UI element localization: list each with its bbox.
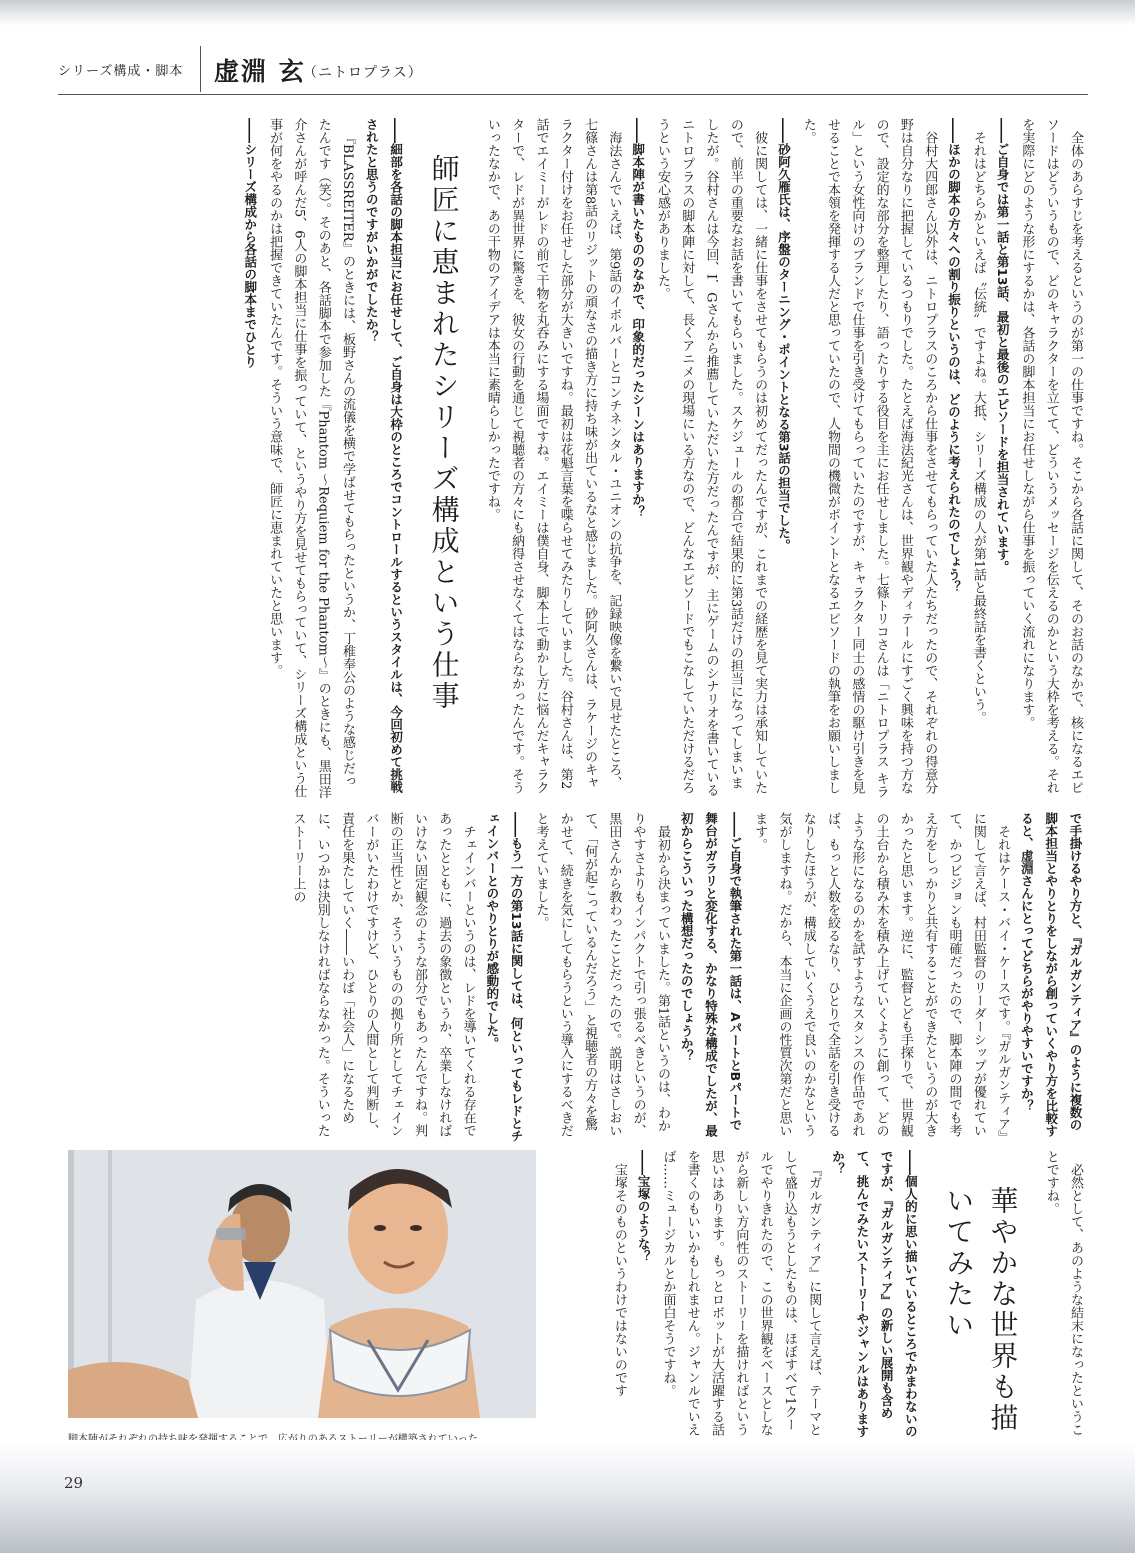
- page-number: 29: [64, 1474, 84, 1492]
- interview-question: ――細部を各話の脚本担当にお任せして、ご自身は大枠のところでコントロールするというスタイルは、今回初めて挑戦されたと思うのですがいかがでしたか？: [364, 118, 404, 793]
- interview-question: ――個人的に思い描いているところでかまわないのですが、『ガルガンティア』の新しい展開も含めて、挑んでみたいストーリーやジャンルはありますか？: [830, 1150, 919, 1438]
- interview-answer: 谷村大四郎さん以外は、ニトロプラスのころから仕事をさせてもらっていた人たちだったので、それぞれの得意分野は自分なりに把握しているつもりでした。たとえば海法紀光さんは、世界観やディテールにすごく興味を持つ方なので、設定的な部分を整理したり、語ったりする役目を主にお任せしました。七篠トリコさんは「ニトロプラス キラル」という女性向けのブランドで仕事を引き受けてもらっていたのですが、キャラクター同士の感情の駆け引きを見せることで本領を発揮する人だと思っていたので、人物間の機微がポイントとなるエピソードの執筆をお願いしました。: [800, 118, 938, 799]
- interview-answer: それはどちらかといえば〝伝統〟ですよね。大抵、シリーズ構成の人が第1話と最終話を書くという。: [970, 131, 986, 725]
- interview-answer: 『BLASSREITER』のときには、板野さんの流儀を横で学ばせてもらったというか、丁稚奉公のような感じだったんです（笑）。そのあと、各話脚本で参加した『Phantom ～Requiem for the Phantom～』のときにも、黒田洋介さんが呼んだ5、6人の脚本担当に仕事を振っていて、というやり方を見せてもらっていて、シリーズ構成という仕事が何をやるのかは把握できていたんです。そういう意味で、師匠に恵まれていたと思います。: [267, 118, 355, 799]
- interview-question: ――脚本陣が書いたもののなかで、印象的だったシーンはありますか？: [630, 118, 646, 518]
- interview-question: ――ご自身では第一話と第13話、最初と最後のエピソードを担当されています。: [995, 118, 1011, 573]
- interview-question: ――もう一方の第13話に関しては、何といってもレドとチェインバーとのやりとりが感動的でした。: [484, 812, 525, 1142]
- interview-answer: 最初から決まっていました。第1話というのは、わかりやすさよりもインパクトで引っ張るべきというのが、黒田さんから教わったことだったので。説明はさしおいて、「何が起こっているんだろう」と視聴者の方々を驚かせて、続きを気にしてもらうという導入にするべきだと考えていました。: [533, 812, 670, 1137]
- interview-answer: 全体のあらすじを考えるというのが第一の仕事ですね。そこから各話に関して、そのお話のなかで、核になるエピソードはどういうもので、どのキャラクターを立てて、どういうメッセージを伝えるのかという大枠を考える。それを実際にどのような形にするかは、各話の脚本担当にお任せしながら仕事を振っていく流れになります。: [1019, 118, 1083, 794]
- interview-answer: 海法さんでいえば、第9話のイボルバーとコンチネンタル・ユニオンの抗争を、記録映像を繋いで見せたところ、七篠さんは第8話のリジットの頑なさの描き方に持ち味が出ているなと感じました。砂阿久さんは、ラケージのキャラクター付けをお任せした部分が大きいですね。最初は花魁言葉を喋らせてみたりしていました。谷村さんは、第2話でエイミーがレドの前で干物を丸呑みにする場面ですね。エイミーは僕自身、脚本上で動かし方に悩んだキャラクターで、レドが異世界に驚きを、彼女の行動を通じて視聴者の方々にも納得させなくてはならなかったんです。そういったなかで、あの干物のアイデアは本当に素晴らしかったですね。: [484, 118, 622, 794]
- page-bottom-texture: [0, 1440, 1135, 1553]
- section-heading: 師匠に恵まれたシリーズ構成という仕事: [427, 154, 461, 712]
- interview-question: ――ほかの脚本の方々への割り振りというのは、どのように考えられたのでしょう？: [946, 118, 962, 593]
- header-divider: [200, 46, 201, 92]
- header-role: シリーズ構成・脚本: [58, 64, 184, 79]
- interview-answer: 必然として、あのような結末になったということですね。: [1043, 1150, 1083, 1436]
- interview-question: ――宝塚のような？: [636, 1150, 652, 1263]
- section-heading: 華やかな世界も描いてみたい: [942, 1186, 1020, 1434]
- anime-still-image: [68, 1150, 536, 1418]
- interview-answer: それはケース・バイ・ケースです。『ガルガンティア』に関して言えば、村田監督のリーダーシップが優れていて、かつビジョンも明確だったので、脚本陣の間でも考え方をしっかりと共有することができたというのが大きかったと思います。逆に、監督とども手探りで、世界観の土台から積み木を積み上げていくように創って、どのような形になるのかを試すようなスタンスの作品であれば、もっと人数を絞るなり、ひとりで全話を引き受けるなりしたほうが、構成していくうえで良いのかなという気がしますね。だから、本当に企画の性質次第だと思います。: [752, 812, 1011, 1137]
- header-name: 虚淵 玄: [214, 57, 306, 86]
- interview-answer: 宝塚そのものというわけではないのです: [611, 1163, 627, 1397]
- interview-question: ――砂阿久雁氏は、序盤のターニング・ポイントとなる第3話の担当でした。: [776, 118, 792, 552]
- article-header: [58, 46, 1088, 95]
- text-tier-2: [57, 812, 1087, 1142]
- header-name-kana: （ニトロプラス）: [303, 65, 423, 81]
- interview-answer: チェインバーというのは、レドを導いてくれる存在であったとともに、過去の象徴というか、卒業しなければいけない固定観念のような部分でもあったんですね。判断の正当性とか、そういうものの拠り所としてチェインバーがいたわけですけど、ひとりの人間として判断し、責任を果たしていく――いわば「社会人」になるために、いつかは決別しなければならなかった。そういったストーリー上の: [290, 812, 476, 1137]
- interview-question: ――ご自身で執筆された第一話は、AパートとBパートで舞台がガラリと変化する、かなり特殊な構成でしたが、最初からこういった構想だったのでしょうか？: [679, 812, 743, 1137]
- page-top-texture: [0, 0, 1135, 26]
- interview-question: で手掛けるやり方と、『ガルガンティア』のように複数の脚本担当とやりとりをしながら創っていくやり方を比較すると、虚淵さんにとってどちらがやりやすいですか？: [1019, 812, 1083, 1137]
- text-tier-3: [611, 1150, 1087, 1440]
- interview-question: ――シリーズ構成から各話の脚本までひとり: [242, 118, 258, 368]
- interview-answer: 彼に関しては、一緒に仕事をさせてもらうのは初めてだったんですが、これまでの経歴を見て実力は承知していたので、前半の重要なお話を書いてもらいました。スケジュールの都合で結果的に第3話だけの担当になってしまいましたが。谷村さんは今回、I．Gさんから推薦していただいた方だったんですが、主にゲームのシナリオを書いているニトロプラスの脚本陣に対して、長くアニメの現場にいる方なので、どんなエピソードでもこなしていただけるだろうという安心感がありました。: [654, 118, 768, 797]
- interview-answer: 『ガルガンティア』に関して言えば、テーマとして盛り込もうとしたものは、ほぼすべて1クールでやりきれたので、この世界観をベースとしながら新しい方向性のストーリーを描ければという思いはあります。もっとロボットが大活躍する話を書くのもいいかもしれません。ジャンルでいえば……ミュージカルとか面白そうですね。: [660, 1150, 822, 1436]
- text-tier-1: [57, 118, 1087, 800]
